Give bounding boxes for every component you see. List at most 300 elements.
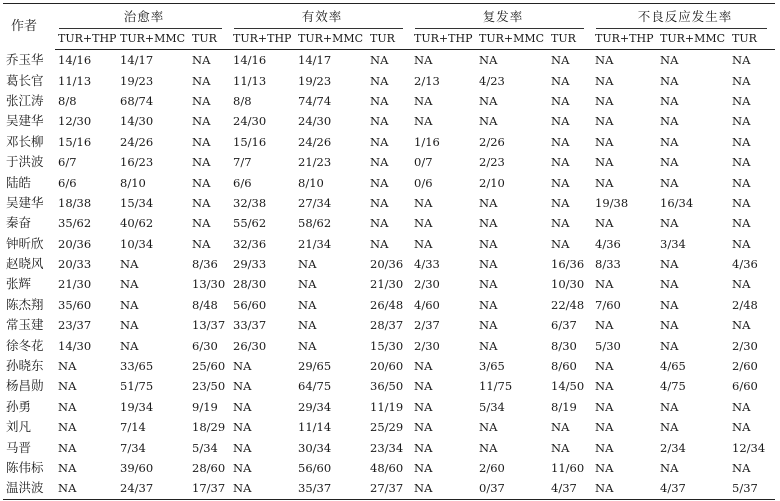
value-cell: 14/30	[120, 114, 154, 129]
table-row	[3, 111, 775, 131]
value-cell: NA	[595, 359, 614, 374]
author-cell: 张辉	[6, 276, 32, 292]
value-cell: 56/60	[298, 461, 332, 475]
value-cell: 23/37	[58, 318, 92, 333]
value-cell: 24/30	[298, 114, 332, 129]
value-cell: 36/50	[370, 379, 404, 394]
table-row	[3, 478, 775, 499]
author-cell: 吴建华	[6, 194, 44, 210]
value-cell: 15/16	[58, 134, 92, 149]
value-cell: 19/34	[120, 399, 154, 414]
value-cell: NA	[414, 53, 433, 68]
value-cell: NA	[414, 195, 433, 210]
value-cell: NA	[732, 195, 751, 210]
value-cell: NA	[192, 93, 211, 108]
value-cell: 11/19	[370, 399, 404, 414]
value-cell: NA	[595, 216, 614, 231]
author-cell: 杨昌勋	[6, 378, 44, 394]
value-cell: 19/38	[595, 195, 629, 210]
value-cell: 6/6	[58, 175, 77, 190]
value-cell: 16/23	[120, 155, 154, 170]
value-cell: 12/30	[58, 114, 92, 129]
value-cell: NA	[370, 155, 389, 170]
author-cell: 吴建华	[6, 113, 44, 129]
value-cell: 9/19	[192, 399, 218, 414]
value-cell: NA	[732, 216, 751, 231]
value-cell: 8/8	[58, 93, 77, 108]
value-cell: 56/60	[233, 297, 267, 312]
value-cell: 10/30	[551, 277, 585, 292]
table-row	[3, 274, 775, 294]
value-cell: NA	[660, 257, 679, 272]
value-cell: NA	[414, 359, 433, 374]
value-cell: 8/19	[551, 399, 577, 414]
value-cell: NA	[595, 318, 614, 333]
value-cell: NA	[479, 93, 498, 108]
value-cell: 24/30	[233, 114, 267, 129]
value-cell: 7/14	[120, 420, 146, 435]
value-cell: NA	[58, 461, 77, 475]
value-cell: NA	[595, 461, 614, 475]
value-cell: 2/37	[414, 318, 440, 333]
subheader-tur-mmc: TUR+MMC	[295, 29, 367, 50]
value-cell: 8/60	[551, 359, 577, 374]
table-row	[3, 152, 775, 172]
value-cell: 6/30	[192, 338, 218, 353]
value-cell: NA	[660, 318, 679, 333]
value-cell: NA	[732, 53, 751, 68]
author-cell: 陈杰翔	[6, 296, 44, 312]
value-cell: 32/36	[233, 236, 267, 251]
value-cell: NA	[595, 440, 614, 455]
value-cell: NA	[192, 236, 211, 251]
group-header-adverse-reaction-rate	[592, 4, 775, 30]
value-cell: NA	[479, 53, 498, 68]
value-cell: 35/62	[58, 216, 92, 231]
author-header: 作者	[3, 4, 55, 50]
author-cell: 张江涛	[6, 92, 44, 108]
value-cell: NA	[660, 216, 679, 231]
author-cell: 常玉建	[6, 317, 44, 333]
value-cell: 7/60	[595, 297, 621, 312]
value-cell: 6/37	[551, 318, 577, 333]
value-cell: NA	[192, 175, 211, 190]
value-cell: NA	[479, 318, 498, 333]
author-cell: 陆皓	[6, 174, 32, 190]
table-row	[3, 234, 775, 254]
value-cell: 23/50	[192, 379, 226, 394]
value-cell: 23/34	[370, 440, 404, 455]
value-cell: 6/6	[233, 175, 252, 190]
author-cell: 孙勇	[6, 398, 32, 414]
value-cell: 29/33	[233, 257, 267, 272]
value-cell: NA	[732, 155, 751, 170]
value-cell: 15/34	[120, 195, 154, 210]
value-cell: 20/60	[370, 359, 404, 374]
value-cell: NA	[660, 175, 679, 190]
value-cell: NA	[551, 155, 570, 170]
value-cell: 14/50	[551, 379, 585, 394]
comparison-table	[3, 3, 775, 500]
subheader-tur-thp: TUR+THP	[55, 29, 117, 50]
value-cell: 14/17	[298, 53, 332, 68]
value-cell: 11/13	[58, 73, 92, 88]
value-cell: 4/33	[414, 257, 440, 272]
value-cell: 2/13	[414, 73, 440, 88]
value-cell: 33/37	[233, 318, 267, 333]
value-cell: NA	[414, 440, 433, 455]
value-cell: NA	[479, 277, 498, 292]
value-cell: 33/65	[120, 359, 154, 374]
value-cell: NA	[192, 114, 211, 129]
value-cell: 58/62	[298, 216, 332, 231]
value-cell: 13/30	[192, 277, 226, 292]
value-cell: NA	[595, 53, 614, 68]
value-cell: 2/30	[414, 338, 440, 353]
value-cell: 11/13	[233, 73, 267, 88]
value-cell: NA	[551, 175, 570, 190]
value-cell: NA	[192, 53, 211, 68]
table-row	[3, 213, 775, 233]
value-cell: NA	[414, 379, 433, 394]
value-cell: 5/34	[192, 440, 218, 455]
value-cell: NA	[732, 461, 751, 475]
value-cell: 6/60	[732, 379, 758, 394]
value-cell: 64/75	[298, 379, 332, 394]
group-header-cure-rate	[55, 4, 230, 30]
value-cell: 35/60	[58, 297, 92, 312]
value-cell: 20/36	[58, 236, 92, 251]
value-cell: NA	[660, 297, 679, 312]
value-cell: NA	[551, 195, 570, 210]
subheader-tur-thp: TUR+THP	[592, 29, 657, 50]
value-cell: 16/36	[551, 257, 585, 272]
table-row	[3, 335, 775, 355]
author-cell: 陈伟标	[6, 460, 44, 475]
value-cell: NA	[233, 461, 252, 475]
value-cell: NA	[732, 420, 751, 435]
group-header-effective-rate	[230, 4, 411, 30]
value-cell: NA	[479, 257, 498, 272]
value-cell: 12/34	[732, 440, 766, 455]
value-cell: NA	[551, 440, 570, 455]
value-cell: 11/60	[551, 461, 585, 475]
value-cell: NA	[414, 236, 433, 251]
value-cell: 14/16	[233, 53, 267, 68]
value-cell: 8/30	[551, 338, 577, 353]
value-cell: NA	[58, 399, 77, 414]
value-cell: 30/34	[298, 440, 332, 455]
value-cell: 2/34	[660, 440, 686, 455]
table-row	[3, 91, 775, 111]
value-cell: NA	[660, 461, 679, 475]
value-cell: NA	[595, 93, 614, 108]
group-title: 复发率	[482, 8, 524, 24]
table-row	[3, 295, 775, 315]
author-cell: 刘凡	[6, 419, 32, 435]
value-cell: NA	[479, 216, 498, 231]
table-row	[3, 376, 775, 396]
value-cell: NA	[370, 195, 389, 210]
value-cell: 14/16	[58, 53, 92, 68]
author-cell: 邓长柳	[6, 133, 44, 149]
author-cell: 温洪波	[3, 478, 55, 499]
subheader-tur-mmc: TUR+MMC	[117, 29, 189, 50]
value-cell: NA	[58, 440, 77, 455]
value-cell: 14/30	[58, 338, 92, 353]
subheader-tur-thp: TUR+THP	[230, 29, 295, 50]
value-cell: NA	[233, 359, 252, 374]
value-cell: NA	[120, 338, 139, 353]
value-cell: 13/37	[192, 318, 226, 333]
value-cell: NA	[479, 297, 498, 312]
value-cell: 40/62	[120, 216, 154, 231]
value-cell: 3/65	[479, 359, 505, 374]
value-cell: 28/37	[370, 318, 404, 333]
value-cell: NA	[414, 93, 433, 108]
table-row	[3, 254, 775, 274]
subheader-tur-mmc: TUR+MMC	[657, 29, 729, 50]
value-cell: 11/75	[479, 379, 513, 394]
value-cell: NA	[732, 236, 751, 251]
value-cell: NA	[551, 216, 570, 231]
value-cell: 32/38	[233, 195, 267, 210]
value-cell: 0/37	[476, 478, 548, 499]
value-cell: 1/16	[414, 134, 440, 149]
value-cell: 22/48	[551, 297, 585, 312]
value-cell: NA	[192, 134, 211, 149]
value-cell: NA	[660, 338, 679, 353]
value-cell: NA	[414, 420, 433, 435]
value-cell: 39/60	[120, 461, 154, 475]
value-cell: NA	[595, 399, 614, 414]
value-cell: 20/33	[58, 257, 92, 272]
value-cell: 4/23	[479, 73, 505, 88]
value-cell: NA	[660, 399, 679, 414]
value-cell: NA	[660, 114, 679, 129]
value-cell: NA	[479, 195, 498, 210]
value-cell: NA	[732, 175, 751, 190]
value-cell: 19/23	[120, 73, 154, 88]
value-cell: NA	[595, 420, 614, 435]
value-cell: 21/30	[370, 277, 404, 292]
value-cell: 10/34	[120, 236, 154, 251]
group-header-recurrence-rate	[411, 4, 592, 30]
value-cell: 25/29	[370, 420, 404, 435]
value-cell: 4/75	[660, 379, 686, 394]
table-row	[3, 70, 775, 90]
value-cell: 28/30	[233, 277, 267, 292]
value-cell: NA	[370, 53, 389, 68]
value-cell: 74/74	[298, 93, 332, 108]
value-cell: 6/7	[58, 155, 77, 170]
author-cell: 于洪波	[6, 154, 44, 170]
value-cell: NA	[732, 134, 751, 149]
value-cell: NA	[370, 236, 389, 251]
value-cell: 17/37	[189, 478, 230, 499]
value-cell: 8/10	[298, 175, 324, 190]
value-cell: NA	[298, 297, 317, 312]
value-cell: NA	[595, 155, 614, 170]
value-cell: 48/60	[370, 461, 404, 475]
value-cell: 7/7	[233, 155, 252, 170]
subheader-tur: TUR	[729, 29, 775, 50]
value-cell: NA	[595, 73, 614, 88]
value-cell: 2/23	[479, 155, 505, 170]
author-cell: 钟昕欣	[6, 235, 44, 251]
value-cell: 18/29	[192, 420, 226, 435]
group-title: 治愈率	[123, 8, 165, 24]
value-cell: NA	[414, 461, 433, 475]
value-cell: NA	[660, 53, 679, 68]
author-cell: 赵晓风	[6, 256, 44, 272]
value-cell: NA	[660, 73, 679, 88]
value-cell: 20/36	[370, 257, 404, 272]
value-cell: 4/65	[660, 359, 686, 374]
value-cell: NA	[595, 114, 614, 129]
value-cell: 35/37	[295, 478, 367, 499]
value-cell: 8/8	[233, 93, 252, 108]
value-cell: NA	[411, 478, 476, 499]
author-cell: 马晋	[6, 439, 32, 455]
subheader-tur-mmc: TUR+MMC	[476, 29, 548, 50]
value-cell: NA	[192, 216, 211, 231]
value-cell: NA	[370, 93, 389, 108]
value-cell: 26/30	[233, 338, 267, 353]
value-cell: NA	[55, 478, 117, 499]
group-title: 有效率	[301, 8, 343, 24]
value-cell: NA	[298, 257, 317, 272]
author-cell: 葛长官	[6, 72, 44, 88]
value-cell: 8/10	[120, 175, 146, 190]
value-cell: NA	[192, 155, 211, 170]
value-cell: 11/14	[298, 420, 332, 435]
value-cell: NA	[595, 134, 614, 149]
value-cell: 25/60	[192, 359, 226, 374]
value-cell: NA	[551, 93, 570, 108]
value-cell: NA	[660, 93, 679, 108]
table-body	[3, 50, 775, 500]
value-cell: NA	[732, 277, 751, 292]
value-cell: NA	[479, 236, 498, 251]
value-cell: 2/10	[479, 175, 505, 190]
value-cell: NA	[414, 399, 433, 414]
value-cell: NA	[732, 318, 751, 333]
value-cell: NA	[233, 399, 252, 414]
value-cell: NA	[592, 478, 657, 499]
value-cell: NA	[370, 216, 389, 231]
table-row	[3, 397, 775, 417]
value-cell: NA	[192, 73, 211, 88]
value-cell: 51/75	[120, 379, 154, 394]
table-row	[3, 417, 775, 437]
value-cell: 4/36	[732, 257, 758, 272]
value-cell: 15/16	[233, 134, 267, 149]
subheader-tur: TUR	[367, 29, 411, 50]
value-cell: 29/65	[298, 359, 332, 374]
value-cell: 2/60	[479, 461, 505, 475]
value-cell: NA	[732, 399, 751, 414]
value-cell: NA	[595, 175, 614, 190]
value-cell: NA	[551, 53, 570, 68]
value-cell: 5/37	[729, 478, 775, 499]
value-cell: 68/74	[120, 93, 154, 108]
table-row	[3, 458, 775, 478]
value-cell: 29/34	[298, 399, 332, 414]
value-cell: 5/30	[595, 338, 621, 353]
value-cell: NA	[660, 134, 679, 149]
value-cell: NA	[120, 318, 139, 333]
value-cell: NA	[595, 277, 614, 292]
value-cell: NA	[298, 338, 317, 353]
value-cell: NA	[732, 73, 751, 88]
table-row	[3, 132, 775, 152]
value-cell: NA	[233, 440, 252, 455]
value-cell: 24/26	[298, 134, 332, 149]
value-cell: 4/60	[414, 297, 440, 312]
value-cell: NA	[298, 277, 317, 292]
value-cell: NA	[192, 195, 211, 210]
value-cell: 14/17	[120, 53, 154, 68]
value-cell: NA	[414, 114, 433, 129]
table-row	[3, 172, 775, 192]
value-cell: 3/34	[660, 236, 686, 251]
value-cell: NA	[660, 420, 679, 435]
value-cell: 8/48	[192, 297, 218, 312]
author-cell: 徐冬花	[6, 337, 44, 353]
value-cell: 4/37	[657, 478, 729, 499]
value-cell: NA	[551, 114, 570, 129]
value-cell: 26/48	[370, 297, 404, 312]
value-cell: 2/30	[414, 277, 440, 292]
value-cell: NA	[230, 478, 295, 499]
value-cell: 28/60	[192, 461, 226, 475]
value-cell: NA	[58, 420, 77, 435]
value-cell: NA	[479, 420, 498, 435]
value-cell: NA	[370, 114, 389, 129]
value-cell: 2/26	[479, 134, 505, 149]
value-cell: NA	[233, 420, 252, 435]
value-cell: NA	[732, 93, 751, 108]
author-cell: 秦奋	[6, 215, 32, 231]
value-cell: 4/37	[548, 478, 592, 499]
value-cell: 27/34	[298, 195, 332, 210]
author-cell: 乔玉华	[6, 51, 44, 67]
table-row	[3, 193, 775, 213]
value-cell: 7/34	[120, 440, 146, 455]
value-cell: NA	[551, 420, 570, 435]
group-title: 不良反应发生率	[637, 8, 733, 24]
value-cell: 24/37	[117, 478, 189, 499]
value-cell: NA	[551, 134, 570, 149]
value-cell: 8/33	[595, 257, 621, 272]
value-cell: 18/38	[58, 195, 92, 210]
value-cell: 15/30	[370, 338, 404, 353]
value-cell: NA	[551, 73, 570, 88]
value-cell: NA	[551, 236, 570, 251]
value-cell: 24/26	[120, 134, 154, 149]
table-row	[3, 315, 775, 335]
table-row	[3, 437, 775, 457]
value-cell: NA	[370, 175, 389, 190]
value-cell: 2/48	[732, 297, 758, 312]
subheader-tur: TUR	[189, 29, 230, 50]
value-cell: 21/23	[298, 155, 332, 170]
value-cell: NA	[58, 379, 77, 394]
author-cell: 孙晓东	[6, 358, 44, 374]
value-cell: 8/36	[192, 257, 218, 272]
value-cell: NA	[120, 257, 139, 272]
